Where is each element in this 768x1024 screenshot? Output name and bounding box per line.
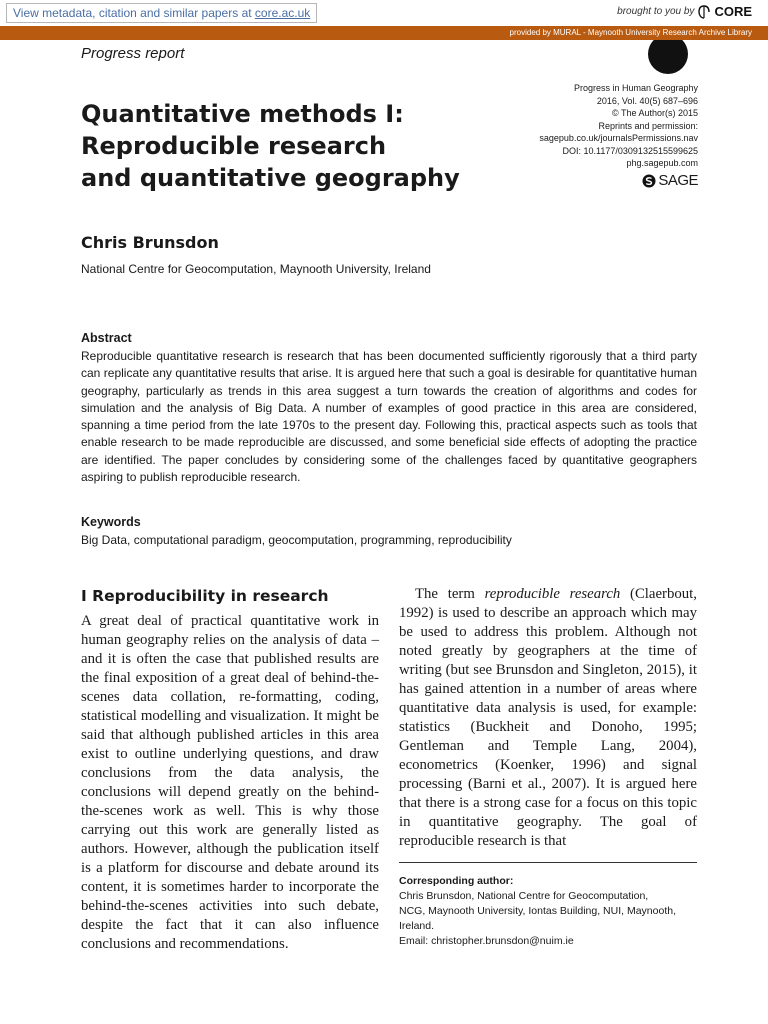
article-title <box>81 98 501 194</box>
journal-info-line: phg.sagepub.com <box>626 158 698 168</box>
core-logo-text: CORE <box>714 4 752 19</box>
corresponding-author-line: NCG, Maynooth University, Iontas Building, NUI, Maynooth, <box>399 905 677 917</box>
sage-s-icon <box>642 174 656 188</box>
corresponding-author-line: Ireland. <box>399 920 435 932</box>
journal-info-line: Reprints and permission: <box>598 120 698 131</box>
abstract-text: Reproducible quantitative research is research that has been documented sufficiently rigorously that a third party can replicate any quantitative results that arise. It is argued here that such a goal is desirable for quantitative human geography, particularly as trends in this area suggest a turn towards the creation of algorithms and codes for simulation and the analysis of Big Data. A number of examples of good practice in this area are considered, spanning a time period from the late 1970s to the present day. Following this, practical aspects such as tools that enable research to be made reproducible are discussed, and some beneficial side effects of adopting the practice are identified. The paper concludes by considering some of the challenges faced by quantitative geographers aspiring to publish reproducible research. <box>81 349 697 485</box>
corresponding-author-email[interactable]: Email: christopher.brunsdon@nuim.ie <box>399 935 574 947</box>
author-affiliation: National Centre for Geocomputation, Maynooth University, Ireland <box>81 262 431 276</box>
journal-info-line: Progress in Human Geography <box>573 83 698 93</box>
right-paragraph-text: (Claerbout, 1992) is used to describe an approach which may be used to address this problem. Although not noted greatly by geographers at the time of writing (but see Brunsdon and Singleton, 2015), it has gained attention in a number of areas where quantitative data analysis is used, for example: statistics (Buckheit and Donoho, 1995; Gentleman and Temple Lang, 2004), econometrics (Koenker, 1996) and signal processing (Barni et al., 2007). It is argued here that there is a strong case for a focus on this topic in quantitative geography. The goal of reproducible research is that <box>399 586 697 849</box>
core-brand[interactable] <box>617 4 752 19</box>
keywords-heading: Keywords <box>81 515 141 529</box>
journal-info-line: © The Author(s) 2015 <box>611 108 698 118</box>
core-link-domain[interactable]: core.ac.uk <box>254 6 311 20</box>
journal-info-line: sagepub.co.uk/journalsPermissions.nav <box>539 133 698 143</box>
core-metadata-link[interactable] <box>6 3 317 23</box>
journal-info-line: 2016, Vol. 40(5) 687–696 <box>596 95 698 106</box>
title-line: Quantitative methods I: <box>81 100 404 128</box>
corresponding-author-line: Chris Brunsdon, National Centre for Geocomputation, <box>399 890 649 902</box>
abstract-heading: Abstract <box>81 331 132 345</box>
corresponding-author <box>399 874 704 949</box>
core-logo-icon <box>698 5 710 19</box>
title-line: Reproducible research <box>81 132 387 160</box>
section-label: Progress report <box>81 45 185 62</box>
section-heading: I Reproducibility in research <box>81 587 329 605</box>
brought-by-text: brought to you by <box>617 6 695 17</box>
journal-info-line: DOI: 10.1177/0309132515599625 <box>562 145 698 156</box>
journal-info <box>478 82 698 170</box>
author-name: Chris Brunsdon <box>81 233 219 252</box>
keywords-text: Big Data, computational paradigm, geocomputation, programming, reproducibility <box>81 533 512 547</box>
right-column-paragraph <box>399 585 697 851</box>
provided-by-bar <box>0 26 768 40</box>
provided-by-text[interactable]: provided by MURAL - Maynooth University Research Archive Library <box>509 28 752 37</box>
left-column-paragraph: A great deal of practical quantitative work in human geography relies on the analysis of data – and it is often the case that published results are the final exposition of a great deal of behind-the-scenes data collation, re-formatting, coding, statistical modelling and visualization. It might be said that although published articles in this area exist to outline underlying questions, and draw conclusions from the data analysis, the conclusions will depend greatly on the behind-the-scenes work as well. This is why those carrying out this work are generally listed as authors. However, although the publication itself is a platform for discourse and debate around its content, it is sometimes harder to incorporate the behind-the-scenes activities into such debate, despite the fact that it can also influence conclusions and recommendations. <box>81 613 379 952</box>
core-link-prefix: View metadata, citation and similar papers at <box>13 6 255 20</box>
core-banner <box>0 0 768 26</box>
right-intro: The term <box>415 586 485 602</box>
corresponding-author-heading: Corresponding author: <box>399 875 514 887</box>
footnote-divider <box>399 862 697 863</box>
journal-logo-mark <box>648 34 688 74</box>
publisher-name: SAGE <box>658 172 698 189</box>
sage-logo <box>642 172 698 189</box>
reproducible-research-term: reproducible research <box>484 586 621 602</box>
title-line: and quantitative geography <box>81 164 460 192</box>
